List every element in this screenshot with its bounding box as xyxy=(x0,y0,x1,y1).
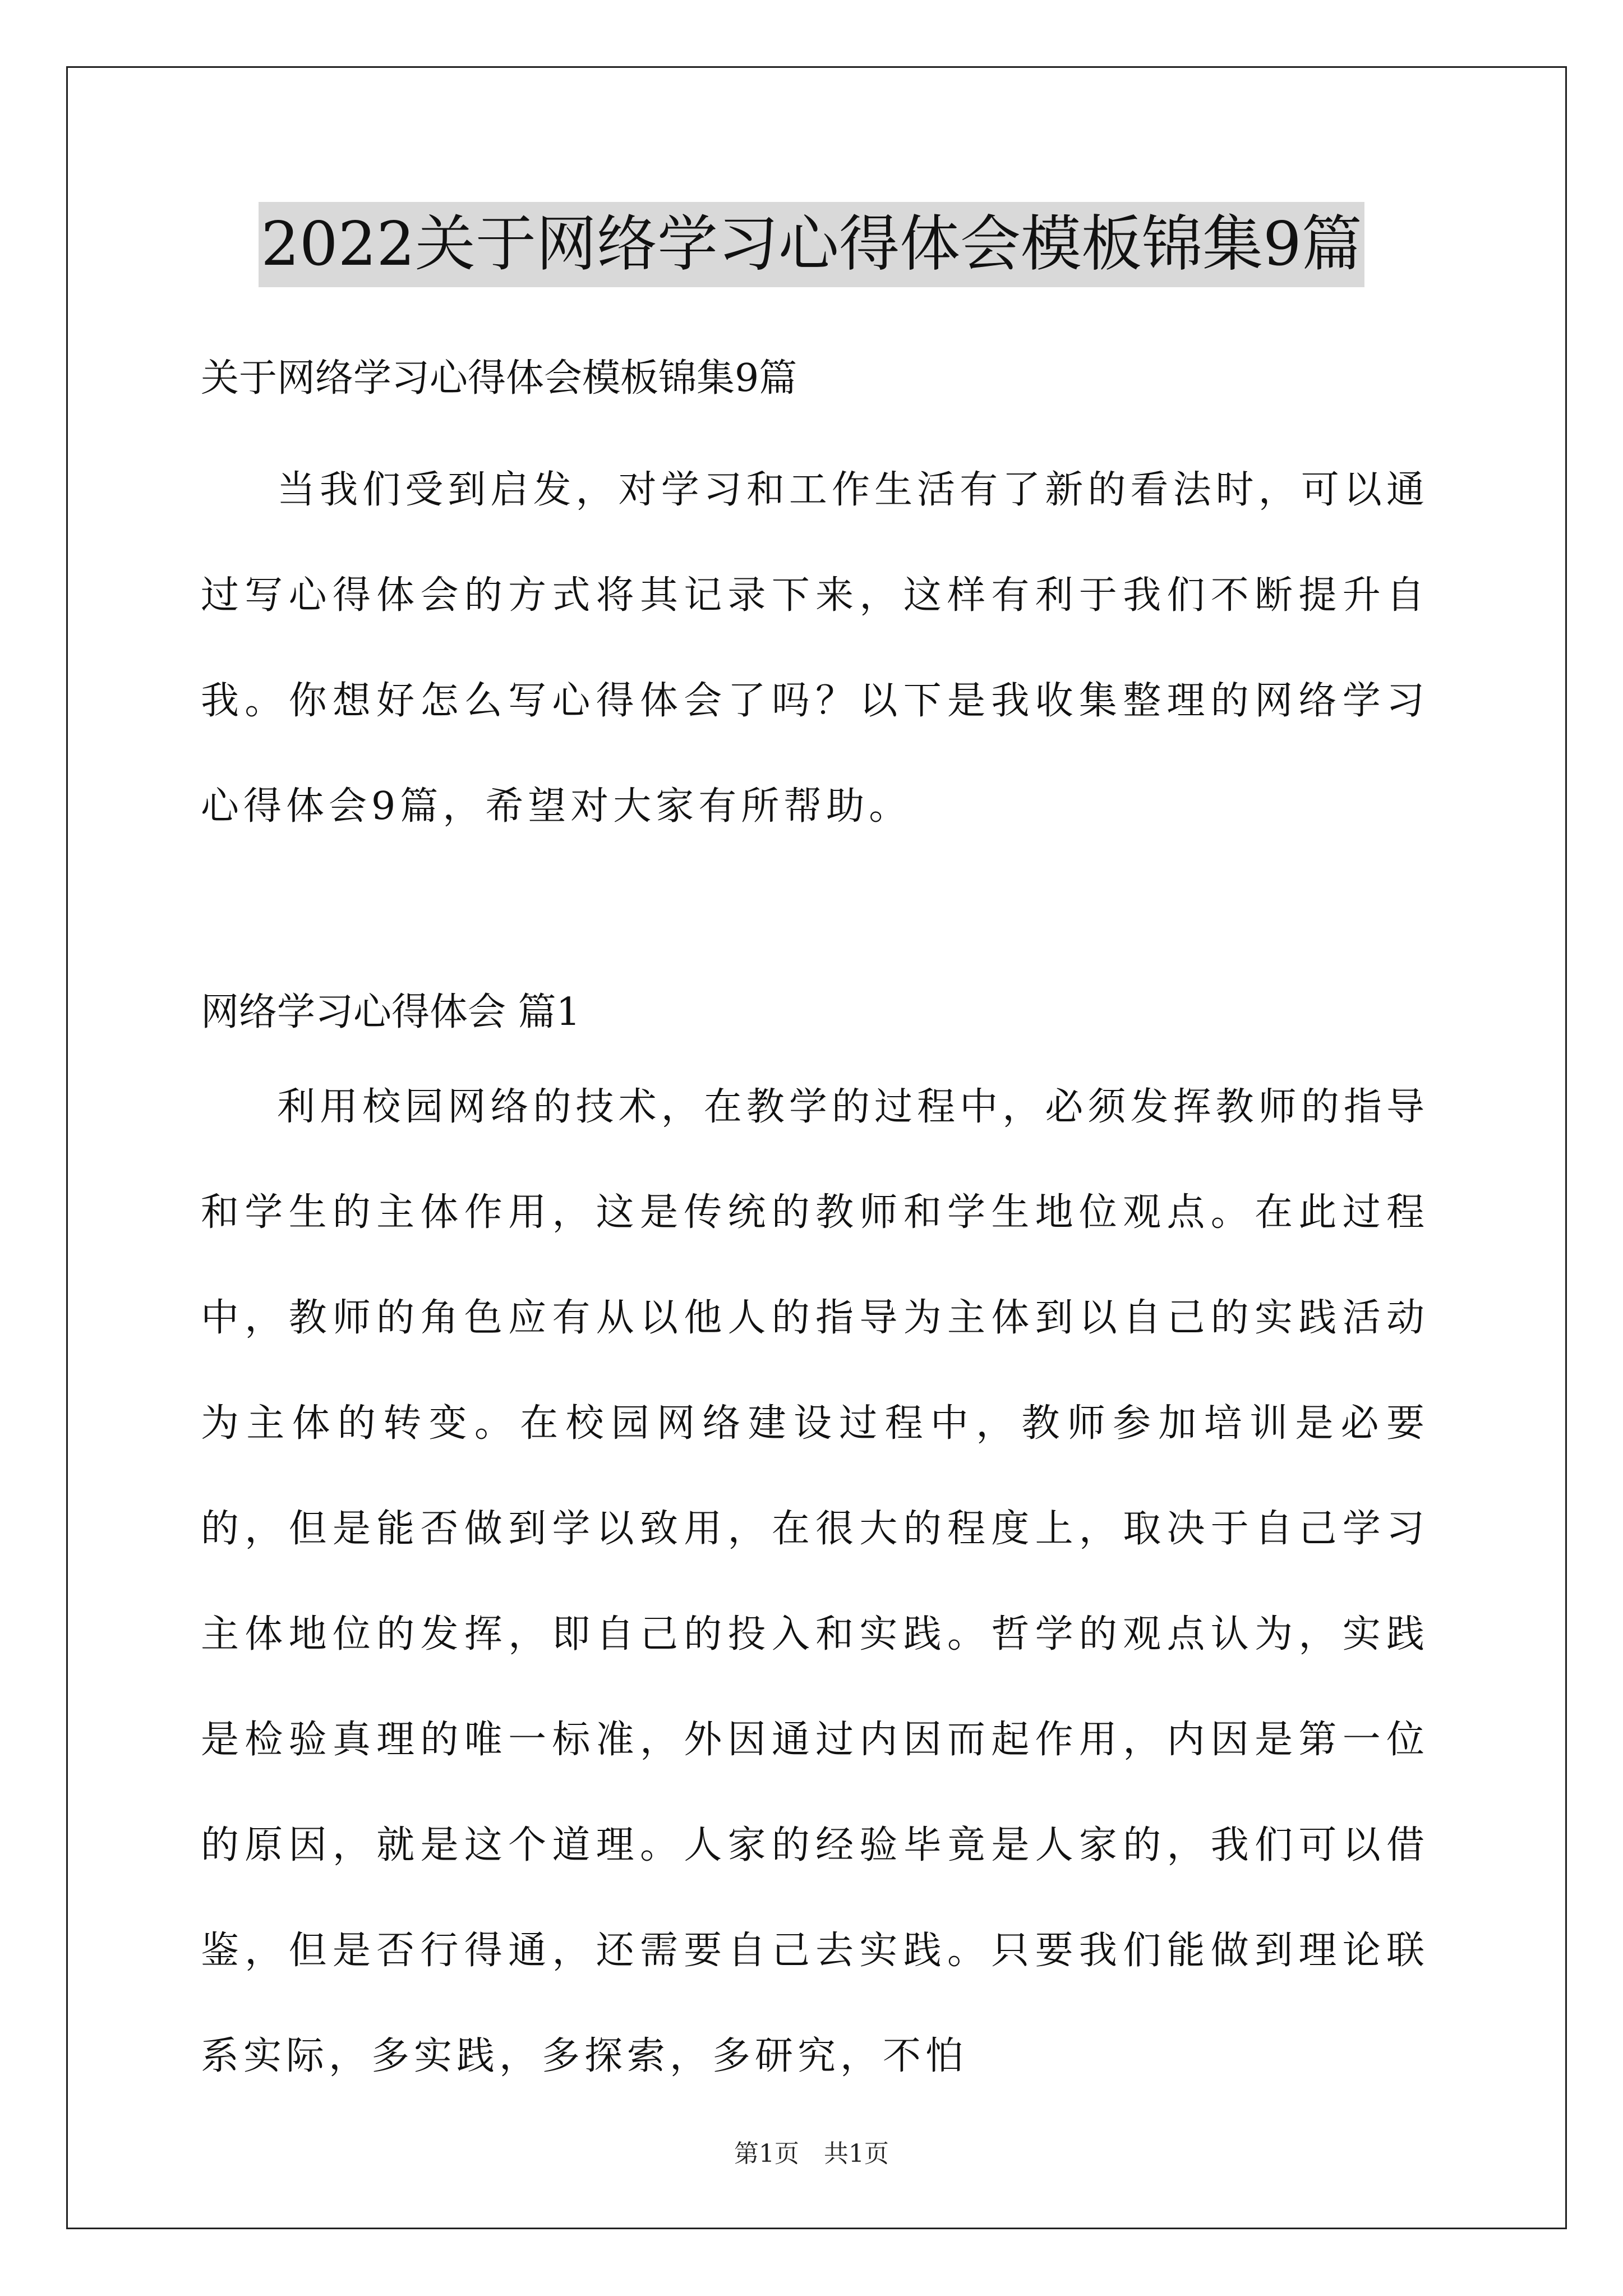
document-title: 2022关于网络学习心得体会模板锦集9篇 xyxy=(259,202,1364,287)
section-heading: 网络学习心得体会 篇1 xyxy=(201,990,580,1034)
title-container xyxy=(0,202,1623,287)
section-paragraph: 利用校园网络的技术，在教学的过程中，必须发挥教师的指导和学生的主体作用，这是传统的教师和学生地位观点。在此过程中，教师的角色应有从以他人的指导为主体到以自己的实践活动为主体的转变。在校园网络建设过程中，教师参加培训是必要的，但是能否做到学以致用，在很大的程度上，取决于自己学习主体地位的发挥，即自己的投入和实践。哲学的观点认为，实践是检验真理的唯一标准，外因通过内因而起作用，内因是第一位的原因，就是这个道理。人家的经验毕竟是人家的，我们可以借鉴，但是否行得通，还需要自己去实践。只要我们能做到理论联系实际，多实践，多探索，多研究，不怕 xyxy=(201,1085,1429,2078)
page-footer: 第1页 共1页 xyxy=(734,2139,889,2168)
document-subtitle: 关于网络学习心得体会模板锦集9篇 xyxy=(201,356,797,401)
intro-paragraph: 当我们受到启发，对学习和工作生活有了新的看法时，可以通过写心得体会的方式将其记录下来，这样有利于我们不断提升自我。你想好怎么写心得体会了吗？以下是我收集整理的网络学习心得体会9篇，希望对大家有所帮助。 xyxy=(201,468,1429,829)
